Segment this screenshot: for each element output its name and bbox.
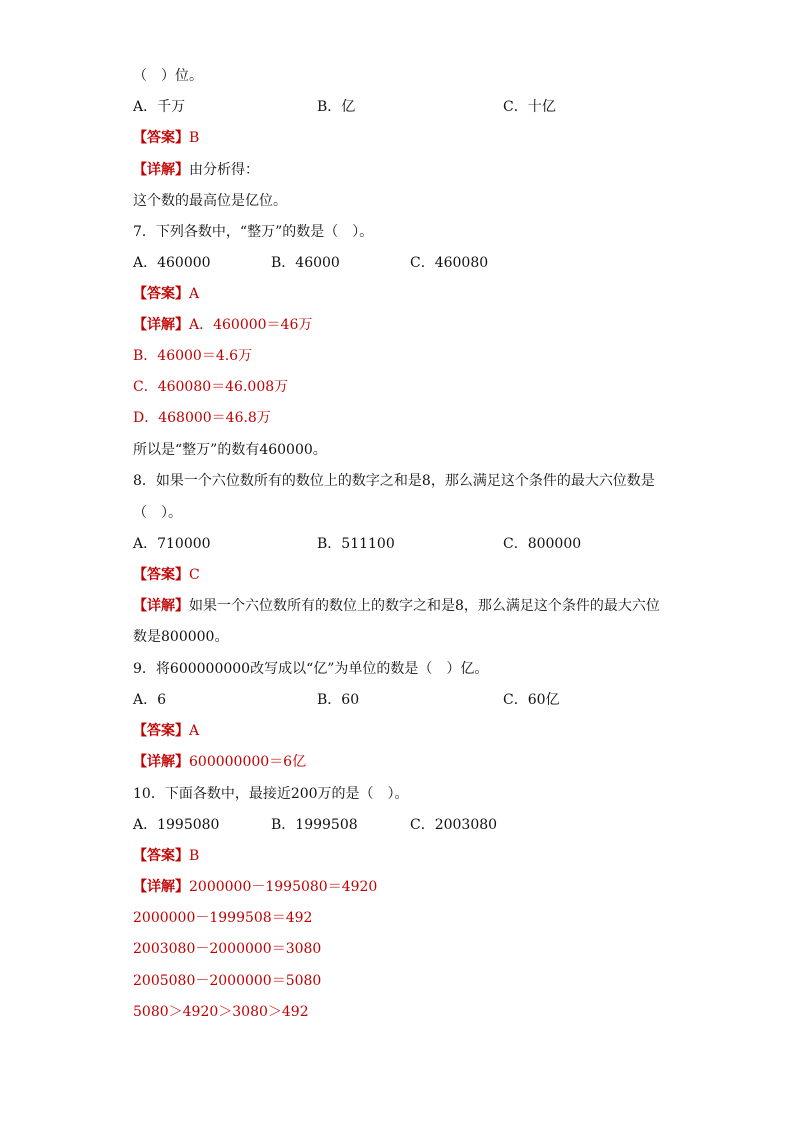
answer-value: A xyxy=(189,723,200,739)
q10-detail-line: 2000000－1999508＝492 xyxy=(133,910,313,926)
detail-tag: 【详解】 xyxy=(133,754,189,770)
q9-option-b: B．60 xyxy=(317,692,360,708)
answer-value: B xyxy=(189,130,200,146)
q10-detail-line: 5080＞4920＞3080＞492 xyxy=(133,1004,309,1020)
q7-detail-line: D．468000＝46.8万 xyxy=(133,410,271,426)
q6-stem-tail: （ ）位。 xyxy=(133,68,203,84)
q10-option-b: B．1999508 xyxy=(271,817,358,833)
q7-option-a: A．460000 xyxy=(133,255,211,271)
detail-text: 600000000＝6亿 xyxy=(189,754,307,770)
answer-tag: 【答案】 xyxy=(133,286,189,302)
q7-answer xyxy=(133,284,199,304)
detail-tag: 【详解】 xyxy=(133,879,189,895)
q8-stem: 8．如果一个六位数所有的数位上的数字之和是8，那么满足这个条件的最大六位数是 xyxy=(133,473,655,489)
q7-option-c: C．460080 xyxy=(410,255,489,271)
q8-answer xyxy=(133,565,200,585)
q6-option-b: B．亿 xyxy=(317,99,356,115)
q6-detail-line: 这个数的最高位是亿位。 xyxy=(133,193,287,209)
q7-detail-line: C．460080＝46.008万 xyxy=(133,379,289,395)
detail-text: 由分析得： xyxy=(189,162,259,178)
answer-tag: 【答案】 xyxy=(133,130,189,146)
answer-value: A xyxy=(189,286,200,302)
q8-stem-cont: （ ）。 xyxy=(133,505,182,521)
q6-option-a: A．千万 xyxy=(133,99,186,115)
q8-detail xyxy=(133,596,660,616)
detail-tag: 【详解】 xyxy=(133,162,189,178)
answer-tag: 【答案】 xyxy=(133,848,189,864)
q7-detail-line: 所以是“整万”的数有460000。 xyxy=(133,442,327,458)
detail-tag: 【详解】 xyxy=(133,598,189,614)
q10-detail-line: 2003080－2000000＝3080 xyxy=(133,941,322,957)
q8-detail-line: 数是800000。 xyxy=(133,629,229,645)
q8-option-c: C．800000 xyxy=(503,536,582,552)
q10-answer xyxy=(133,846,199,866)
q9-option-c: C．60亿 xyxy=(503,692,560,708)
q10-option-c: C．2003080 xyxy=(410,817,498,833)
detail-tag: 【详解】 xyxy=(133,317,189,333)
answer-tag: 【答案】 xyxy=(133,723,189,739)
q6-answer xyxy=(133,128,199,148)
answer-value: B xyxy=(189,848,200,864)
q10-option-a: A．1995080 xyxy=(133,817,220,833)
q9-answer xyxy=(133,721,199,741)
q7-detail-line: B．46000＝4.6万 xyxy=(133,348,253,364)
q8-option-a: A．710000 xyxy=(133,536,211,552)
q6-option-c: C．十亿 xyxy=(503,99,556,115)
detail-text: 2000000－1995080＝4920 xyxy=(189,879,378,895)
q9-stem: 9．将600000000改写成以“亿”为单位的数是（ ）亿。 xyxy=(133,661,489,677)
detail-text: A．460000＝46万 xyxy=(189,317,313,333)
q7-detail xyxy=(133,315,312,335)
q8-option-b: B．511100 xyxy=(317,536,395,552)
q7-stem: 7．下列各数中，“整万”的数是（ ）。 xyxy=(133,224,374,240)
q10-stem: 10．下面各数中，最接近200万的是（ ）。 xyxy=(133,786,409,802)
q7-option-b: B．46000 xyxy=(271,255,340,271)
q6-detail xyxy=(133,160,259,180)
q9-detail xyxy=(133,752,306,772)
answer-value: C xyxy=(189,567,200,583)
answer-tag: 【答案】 xyxy=(133,567,189,583)
q9-option-a: A．6 xyxy=(133,692,167,708)
detail-text: 如果一个六位数所有的数位上的数字之和是8，那么满足这个条件的最大六位 xyxy=(189,598,660,614)
q10-detail xyxy=(133,877,377,897)
q10-detail-line: 2005080－2000000＝5080 xyxy=(133,973,322,989)
